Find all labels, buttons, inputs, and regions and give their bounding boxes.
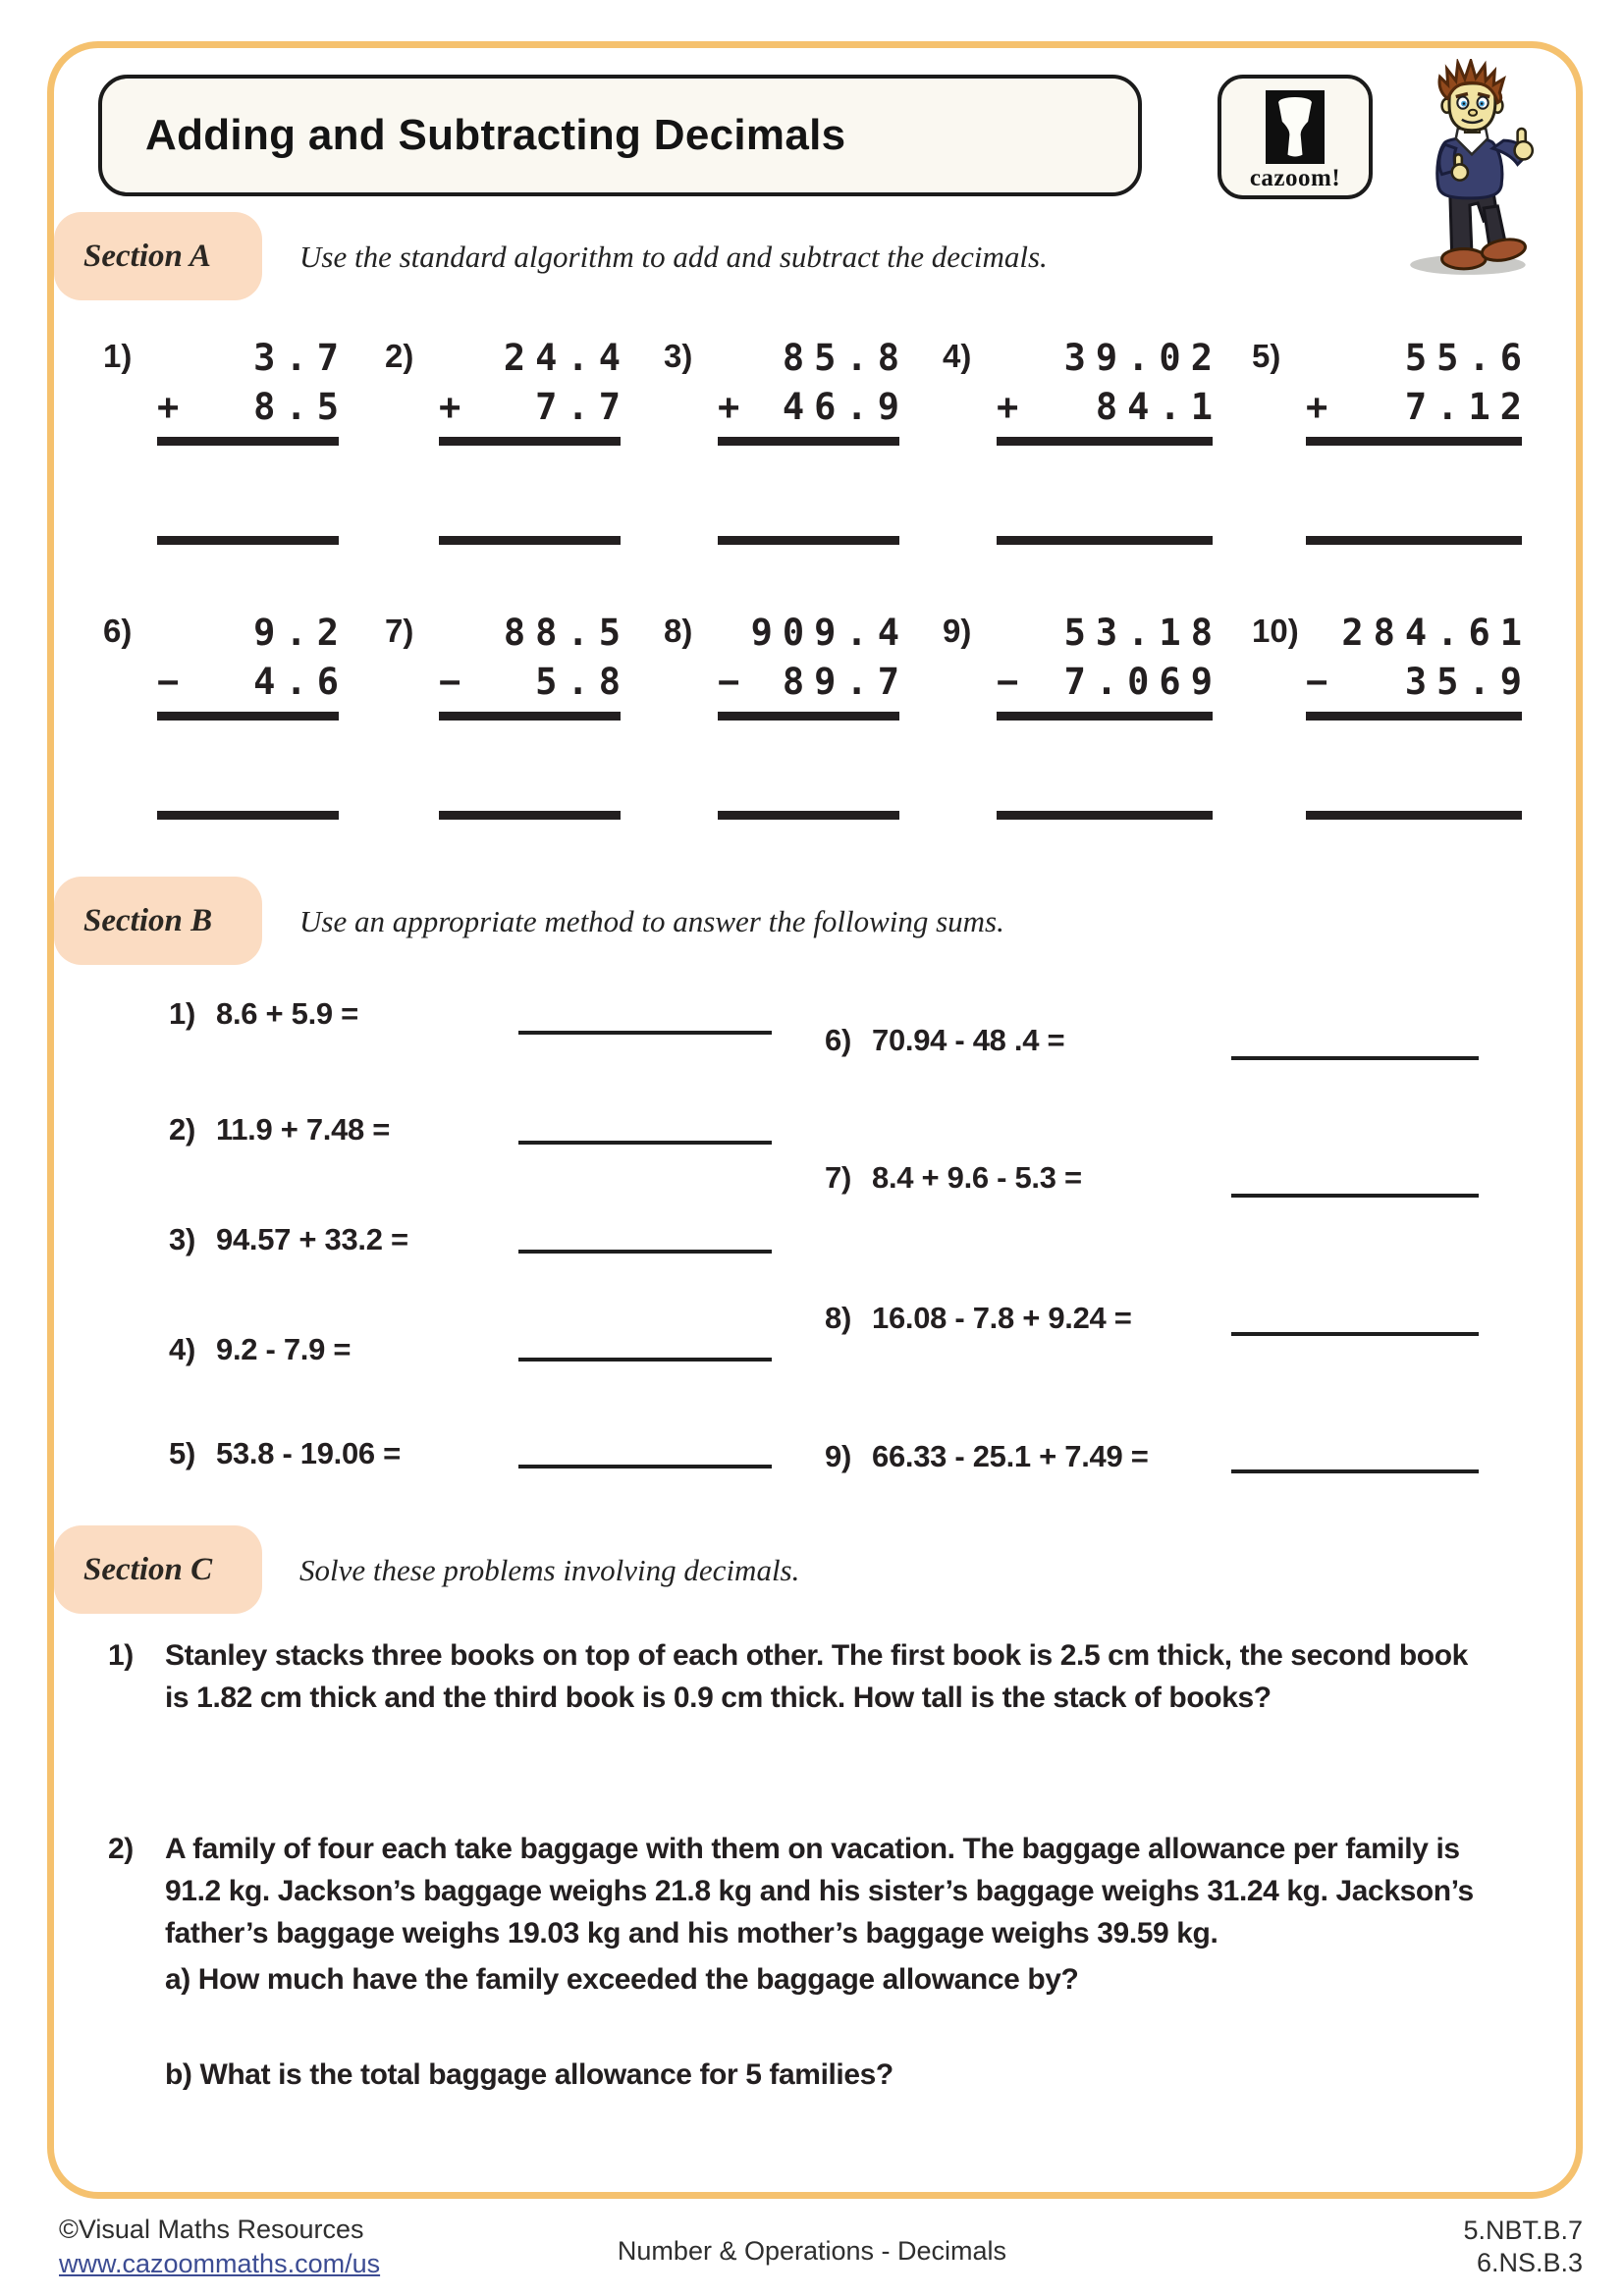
word-problem-2 bbox=[108, 1828, 1486, 2096]
top-operand: 85.8 bbox=[782, 337, 909, 379]
sum-line bbox=[439, 437, 621, 446]
section-a-label-text: Section A bbox=[83, 238, 211, 274]
operator: + bbox=[997, 386, 1019, 428]
word-problem-1 bbox=[108, 1634, 1486, 1719]
top-operand: 909.4 bbox=[750, 612, 909, 654]
sum-line bbox=[1306, 437, 1522, 446]
drum-icon bbox=[1266, 90, 1325, 164]
sum-item-3 bbox=[169, 1222, 408, 1257]
problem-number: 9) bbox=[943, 613, 972, 649]
sum-line bbox=[997, 437, 1213, 446]
sum-line bbox=[718, 437, 899, 446]
operator: + bbox=[718, 386, 740, 428]
vertical-problem-2 bbox=[385, 334, 630, 545]
answer-blank[interactable] bbox=[439, 536, 621, 545]
answer-blank[interactable] bbox=[518, 1031, 772, 1035]
answer-blank[interactable] bbox=[439, 811, 621, 820]
sum-item-6 bbox=[825, 1023, 1064, 1058]
problem-number: 8) bbox=[664, 613, 693, 649]
answer-blank[interactable] bbox=[997, 536, 1213, 545]
item-number: 5) bbox=[169, 1436, 195, 1470]
expression: 94.57 + 33.2 = bbox=[216, 1222, 408, 1256]
operator: + bbox=[157, 386, 180, 428]
answer-blank[interactable] bbox=[1231, 1056, 1479, 1060]
section-a-instruction: Use the standard algorithm to add and subtract the decimals. bbox=[299, 240, 1048, 274]
answer-blank[interactable] bbox=[1306, 536, 1522, 545]
section-b-instruction: Use an appropriate method to answer the following sums. bbox=[299, 904, 1004, 938]
bottom-operand: 7.7 bbox=[535, 386, 630, 428]
answer-blank[interactable] bbox=[157, 811, 339, 820]
answer-blank[interactable] bbox=[997, 811, 1213, 820]
problem-number: 6) bbox=[103, 613, 133, 649]
copyright-text: ©Visual Maths Resources bbox=[59, 2215, 364, 2244]
difference-line bbox=[439, 712, 621, 721]
operator: + bbox=[1306, 386, 1328, 428]
vertical-problem-7 bbox=[385, 609, 630, 820]
difference-line bbox=[997, 712, 1213, 721]
sum-item-2 bbox=[169, 1112, 390, 1148]
expression: 8.6 + 5.9 = bbox=[216, 996, 358, 1031]
top-operand: 88.5 bbox=[503, 612, 630, 654]
vertical-problem-5 bbox=[1252, 334, 1532, 545]
problem-number: 5) bbox=[1252, 338, 1281, 374]
problem-number: 7) bbox=[385, 613, 414, 649]
problem-part-b: b) What is the total baggage allowance for 5 families? bbox=[165, 2058, 893, 2091]
section-c-label-text: Section C bbox=[83, 1551, 213, 1587]
vertical-problem-6 bbox=[103, 609, 349, 820]
bottom-operand: 4.6 bbox=[253, 661, 349, 703]
section-a-label bbox=[54, 212, 262, 300]
cazoom-logo-box bbox=[1218, 75, 1373, 199]
bottom-operand: 5.8 bbox=[535, 661, 630, 703]
expression: 9.2 - 7.9 = bbox=[216, 1332, 352, 1366]
footer-topic: Number & Operations - Decimals bbox=[617, 2236, 1007, 2266]
answer-blank[interactable] bbox=[1306, 811, 1522, 820]
problem-number: 10) bbox=[1252, 613, 1299, 649]
problem-text: A family of four each take baggage with them on vacation. The baggage allowance per family is 91.2 kg. Jackson’s baggage weighs 21.8 kg and his sister’s baggage weighs 31.24 kg. Jackson’s father’s baggage weighs 19.03 kg and his mother’s baggage weighs 39.59 kg. bbox=[165, 1833, 1474, 1949]
bottom-operand: 35.9 bbox=[1404, 661, 1532, 703]
answer-blank[interactable] bbox=[718, 811, 899, 820]
bottom-operand: 7.12 bbox=[1404, 386, 1532, 428]
section-c-instruction: Solve these problems involving decimals. bbox=[299, 1553, 800, 1587]
mascot-boy-illustration bbox=[1398, 59, 1547, 278]
section-b-label bbox=[54, 877, 262, 965]
problem-number: 3) bbox=[664, 338, 693, 374]
top-operand: 284.61 bbox=[1341, 612, 1532, 654]
problem-number: 2) bbox=[108, 1833, 134, 1865]
expression: 70.94 - 48 .4 = bbox=[872, 1023, 1065, 1057]
item-number: 8) bbox=[825, 1301, 851, 1335]
page-title: Adding and Subtracting Decimals bbox=[145, 111, 846, 159]
top-operand: 3.7 bbox=[253, 337, 349, 379]
top-operand: 39.02 bbox=[1063, 337, 1222, 379]
answer-blank[interactable] bbox=[1231, 1332, 1479, 1336]
difference-line bbox=[718, 712, 899, 721]
vertical-problem-8 bbox=[664, 609, 909, 820]
operator: − bbox=[157, 661, 180, 703]
problem-number: 2) bbox=[385, 338, 414, 374]
top-operand: 24.4 bbox=[503, 337, 630, 379]
bottom-operand: 7.069 bbox=[1063, 661, 1222, 703]
expression: 66.33 - 25.1 + 7.49 = bbox=[872, 1439, 1149, 1473]
bottom-operand: 84.1 bbox=[1095, 386, 1222, 428]
answer-blank[interactable] bbox=[718, 536, 899, 545]
item-number: 7) bbox=[825, 1160, 851, 1195]
bottom-operand: 89.7 bbox=[782, 661, 909, 703]
answer-blank[interactable] bbox=[157, 536, 339, 545]
operator: − bbox=[439, 661, 461, 703]
section-c-label bbox=[54, 1525, 262, 1614]
sum-item-7 bbox=[825, 1160, 1082, 1196]
item-number: 4) bbox=[169, 1332, 195, 1366]
expression: 16.08 - 7.8 + 9.24 = bbox=[872, 1301, 1132, 1335]
operator: + bbox=[439, 386, 461, 428]
expression: 8.4 + 9.6 - 5.3 = bbox=[872, 1160, 1082, 1195]
bottom-operand: 8.5 bbox=[253, 386, 349, 428]
problem-text: Stanley stacks three books on top of each other. The first book is 2.5 cm thick, the second book is 1.82 cm thick and the third book is 0.9 cm thick. How tall is the stack of books? bbox=[165, 1639, 1468, 1714]
vertical-problem-1 bbox=[103, 334, 349, 545]
sum-item-8 bbox=[825, 1301, 1132, 1336]
vertical-problem-3 bbox=[664, 334, 909, 545]
answer-blank[interactable] bbox=[518, 1358, 772, 1362]
sum-item-9 bbox=[825, 1439, 1149, 1474]
item-number: 3) bbox=[169, 1222, 195, 1256]
section-b-label-text: Section B bbox=[83, 902, 213, 938]
answer-blank[interactable] bbox=[518, 1465, 772, 1468]
top-operand: 53.18 bbox=[1063, 612, 1222, 654]
bottom-operand: 46.9 bbox=[782, 386, 909, 428]
answer-blank[interactable] bbox=[1231, 1194, 1479, 1198]
top-operand: 55.6 bbox=[1404, 337, 1532, 379]
vertical-problem-4 bbox=[943, 334, 1222, 545]
footer-standards bbox=[1463, 2215, 1583, 2279]
top-operand: 9.2 bbox=[253, 612, 349, 654]
vertical-problem-10 bbox=[1252, 609, 1532, 820]
cazoom-logo-text: cazoom! bbox=[1249, 165, 1341, 191]
title-box bbox=[98, 75, 1142, 196]
problem-number: 1) bbox=[108, 1639, 134, 1672]
operator: − bbox=[997, 661, 1019, 703]
item-number: 2) bbox=[169, 1112, 195, 1147]
item-number: 1) bbox=[169, 996, 195, 1031]
sum-line bbox=[157, 437, 339, 446]
vertical-problem-9 bbox=[943, 609, 1222, 820]
standard-code-1: 5.NBT.B.7 bbox=[1463, 2216, 1583, 2245]
cazoommaths-link[interactable]: www.cazoommaths.com/us bbox=[59, 2249, 381, 2278]
item-number: 6) bbox=[825, 1023, 851, 1057]
difference-line bbox=[157, 712, 339, 721]
difference-line bbox=[1306, 712, 1522, 721]
sum-item-1 bbox=[169, 996, 358, 1032]
problem-number: 4) bbox=[943, 338, 972, 374]
operator: − bbox=[1306, 661, 1328, 703]
standard-code-2: 6.NS.B.3 bbox=[1476, 2248, 1583, 2277]
answer-blank[interactable] bbox=[518, 1250, 772, 1254]
expression: 53.8 - 19.06 = bbox=[216, 1436, 401, 1470]
sum-item-4 bbox=[169, 1332, 351, 1367]
item-number: 9) bbox=[825, 1439, 851, 1473]
operator: − bbox=[718, 661, 740, 703]
sum-item-5 bbox=[169, 1436, 401, 1471]
problem-number: 1) bbox=[103, 338, 133, 374]
answer-blank[interactable] bbox=[518, 1141, 772, 1145]
expression: 11.9 + 7.48 = bbox=[216, 1112, 391, 1147]
problem-part-a: a) How much have the family exceeded the baggage allowance by? bbox=[165, 1963, 1079, 1996]
answer-blank[interactable] bbox=[1231, 1469, 1479, 1473]
